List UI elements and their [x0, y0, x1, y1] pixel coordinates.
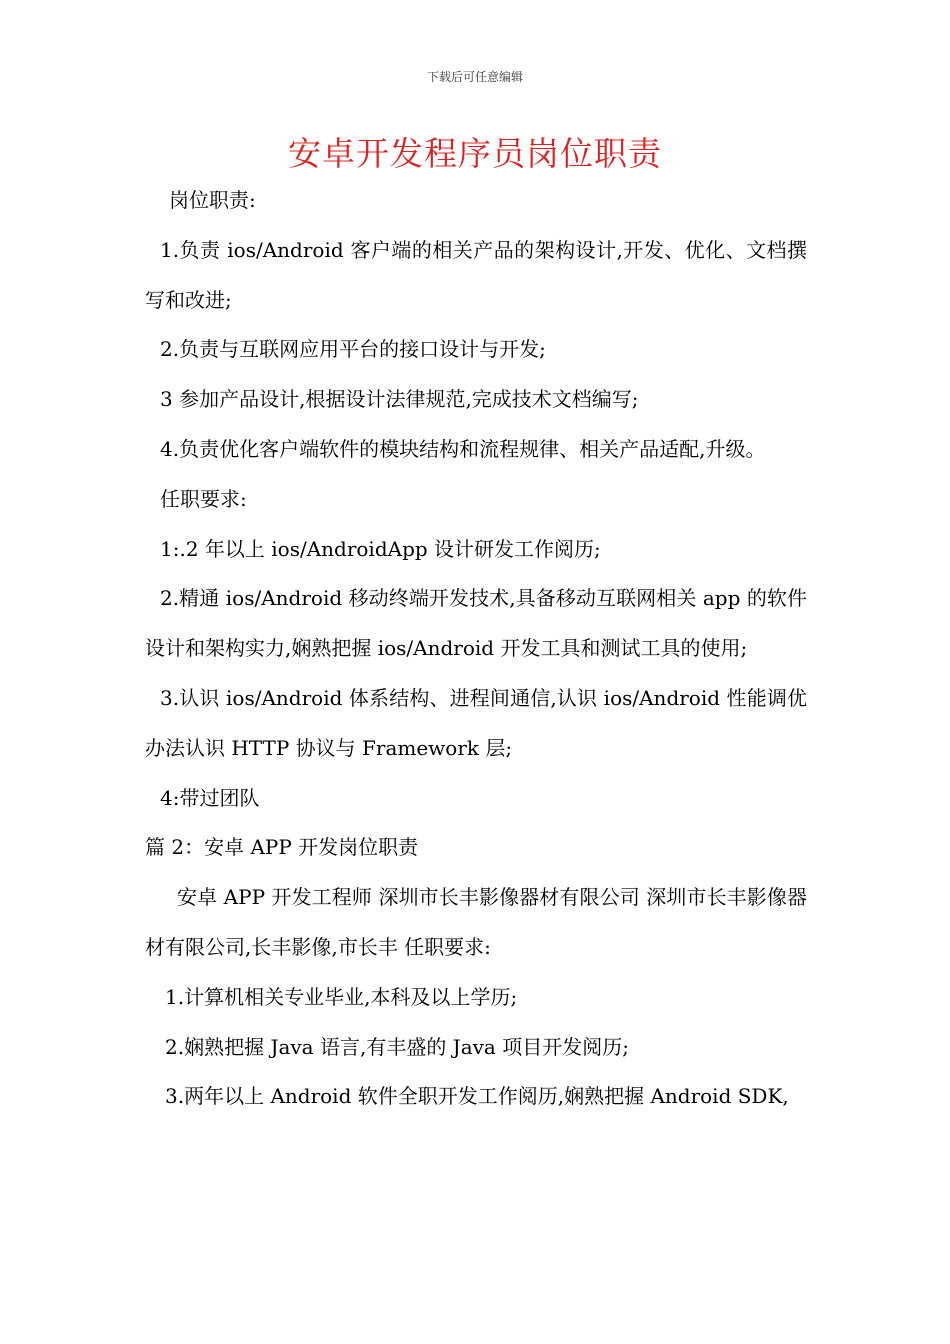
paragraph-requirement-1: 1:.2 年以上 ios/AndroidApp 设计研发工作阅历; [160, 536, 601, 561]
paragraph-duty-2: 2.负责与互联网应用平台的接口设计与开发; [160, 337, 546, 362]
document-body [145, 176, 807, 1122]
paragraph-requirement-2: 2.精通 ios/Android 移动终端开发技术,具备移动互联网相关 app 的软件设计和架构实力,娴熟把握 ios/Android 开发工具和测试工具的使用; [145, 586, 807, 661]
document-title: 安卓开发程序员岗位职责 [288, 134, 662, 173]
paragraph-duty-4: 4.负责优化客户端软件的模块结构和流程规律、相关产品适配,升级。 [160, 436, 766, 461]
paragraph-section-2-heading: 篇 2：安卓 APP 开发岗位职责 [145, 835, 419, 860]
header-note: 下载后可任意编辑 [426, 70, 523, 84]
paragraph-duty-3: 3 参加产品设计,根据设计法律规范,完成技术文档编写; [160, 387, 639, 412]
paragraph-requirement-4: 4:带过团队 [160, 785, 260, 810]
paragraph-duty-1: 1.负责 ios/Android 客户端的相关产品的架构设计,开发、优化、文档撰写和改进; [145, 237, 807, 312]
paragraph-job-requirement-3: 3.两年以上 Android 软件全职开发工作阅历,娴熟把握 Android SDK, [165, 1084, 789, 1109]
paragraph-duties-heading: 岗位职责: [169, 188, 256, 212]
paragraph-job-requirement-2: 2.娴熟把握 Java 语言,有丰盛的 Java 项目开发阅历; [165, 1034, 629, 1059]
paragraph-job-intro: 安卓 APP 开发工程师 深圳市长丰影像器材有限公司 深圳市长丰影像器材有限公司,长丰影像,市长丰 任职要求: [145, 885, 807, 959]
paragraph-job-requirement-1: 1.计算机相关专业毕业,本科及以上学历; [165, 984, 518, 1009]
paragraph-requirement-3: 3.认识 ios/Android 体系结构、进程间通信,认识 ios/Android 性能调优办法认识 HTTP 协议与 Framework 层; [145, 685, 807, 760]
paragraph-requirements-heading: 任职要求: [160, 486, 247, 511]
